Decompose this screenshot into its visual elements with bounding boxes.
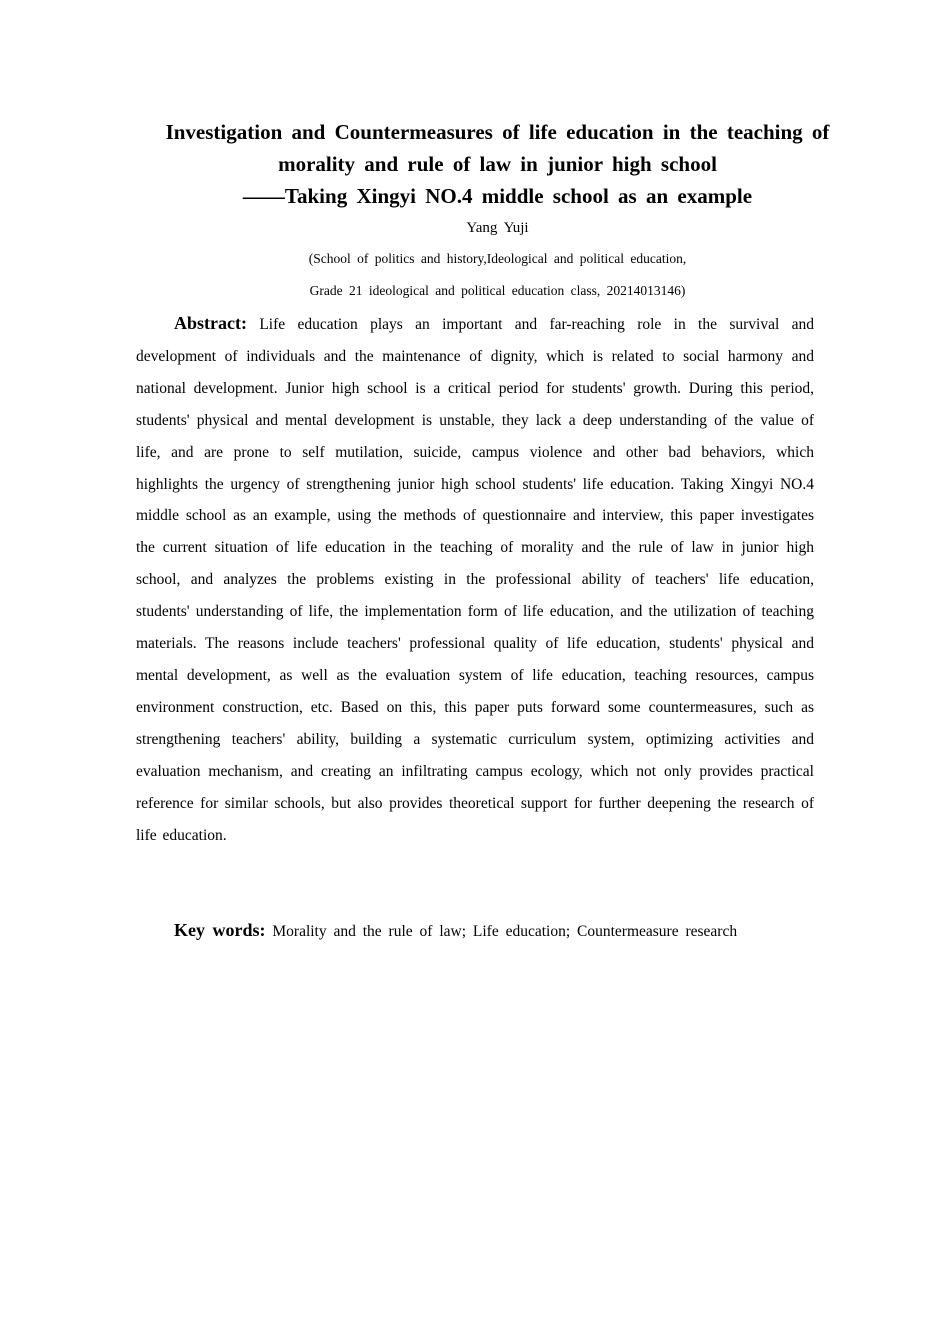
paper-subtitle: ——Taking Xingyi NO.4 middle school as an example xyxy=(242,184,753,208)
abstract-text: Life education plays an important and far-reaching role in the survival and development of individuals and the maintenance of dignity, which is related to social harmony and national development. Junior high school is a critical period for students' growth. During this period, students' physical and mental development is unstable, they lack a deep understanding of the value of life, and are prone to self mutilation, suicide, campus violence and other bad behaviors, which highlights the urgency of strengthening junior high school students' life education. Taking Xingyi NO.4 middle school as an example, using the methods of questionnaire and interview, this paper investigates the current situation of life education in the teaching of morality and the rule of law in junior high school, and analyzes the problems existing in the professional ability of teachers' life education, students' understanding of life, the implementation form of life education, and the utilization of teaching materials. The reasons include teachers' professional quality of life education, students' physical and mental development, as well as the evaluation system of life education, teaching resources, campus environment construction, etc. Based on this, this paper puts forward some countermeasures, such as strengthening teachers' ability, building a systematic curriculum system, optimizing activities and evaluation mechanism, and creating an infiltrating campus ecology, which not only provides practical reference for similar schools, but also provides theoretical support for further deepening the research of life education. xyxy=(136,316,814,844)
keywords-text: Morality and the rule of law; Life education; Countermeasure research xyxy=(272,923,738,940)
abstract-label: Abstract: xyxy=(174,313,247,333)
author-name: Yang Yuji xyxy=(466,220,529,236)
affiliation-line-1: (School of politics and history,Ideological and political education, xyxy=(308,251,687,266)
keywords-label: Key words: xyxy=(174,920,266,940)
affiliation-line-2: Grade 21 ideological and political education class, 20214013146) xyxy=(309,283,686,298)
title-line-2: morality and rule of law in junior high school xyxy=(278,152,717,176)
abstract-paragraph xyxy=(136,308,814,851)
paper-title xyxy=(134,116,861,180)
keywords-paragraph xyxy=(136,914,836,948)
title-line-1: Investigation and Countermeasures of life education in the teaching of xyxy=(165,120,830,144)
